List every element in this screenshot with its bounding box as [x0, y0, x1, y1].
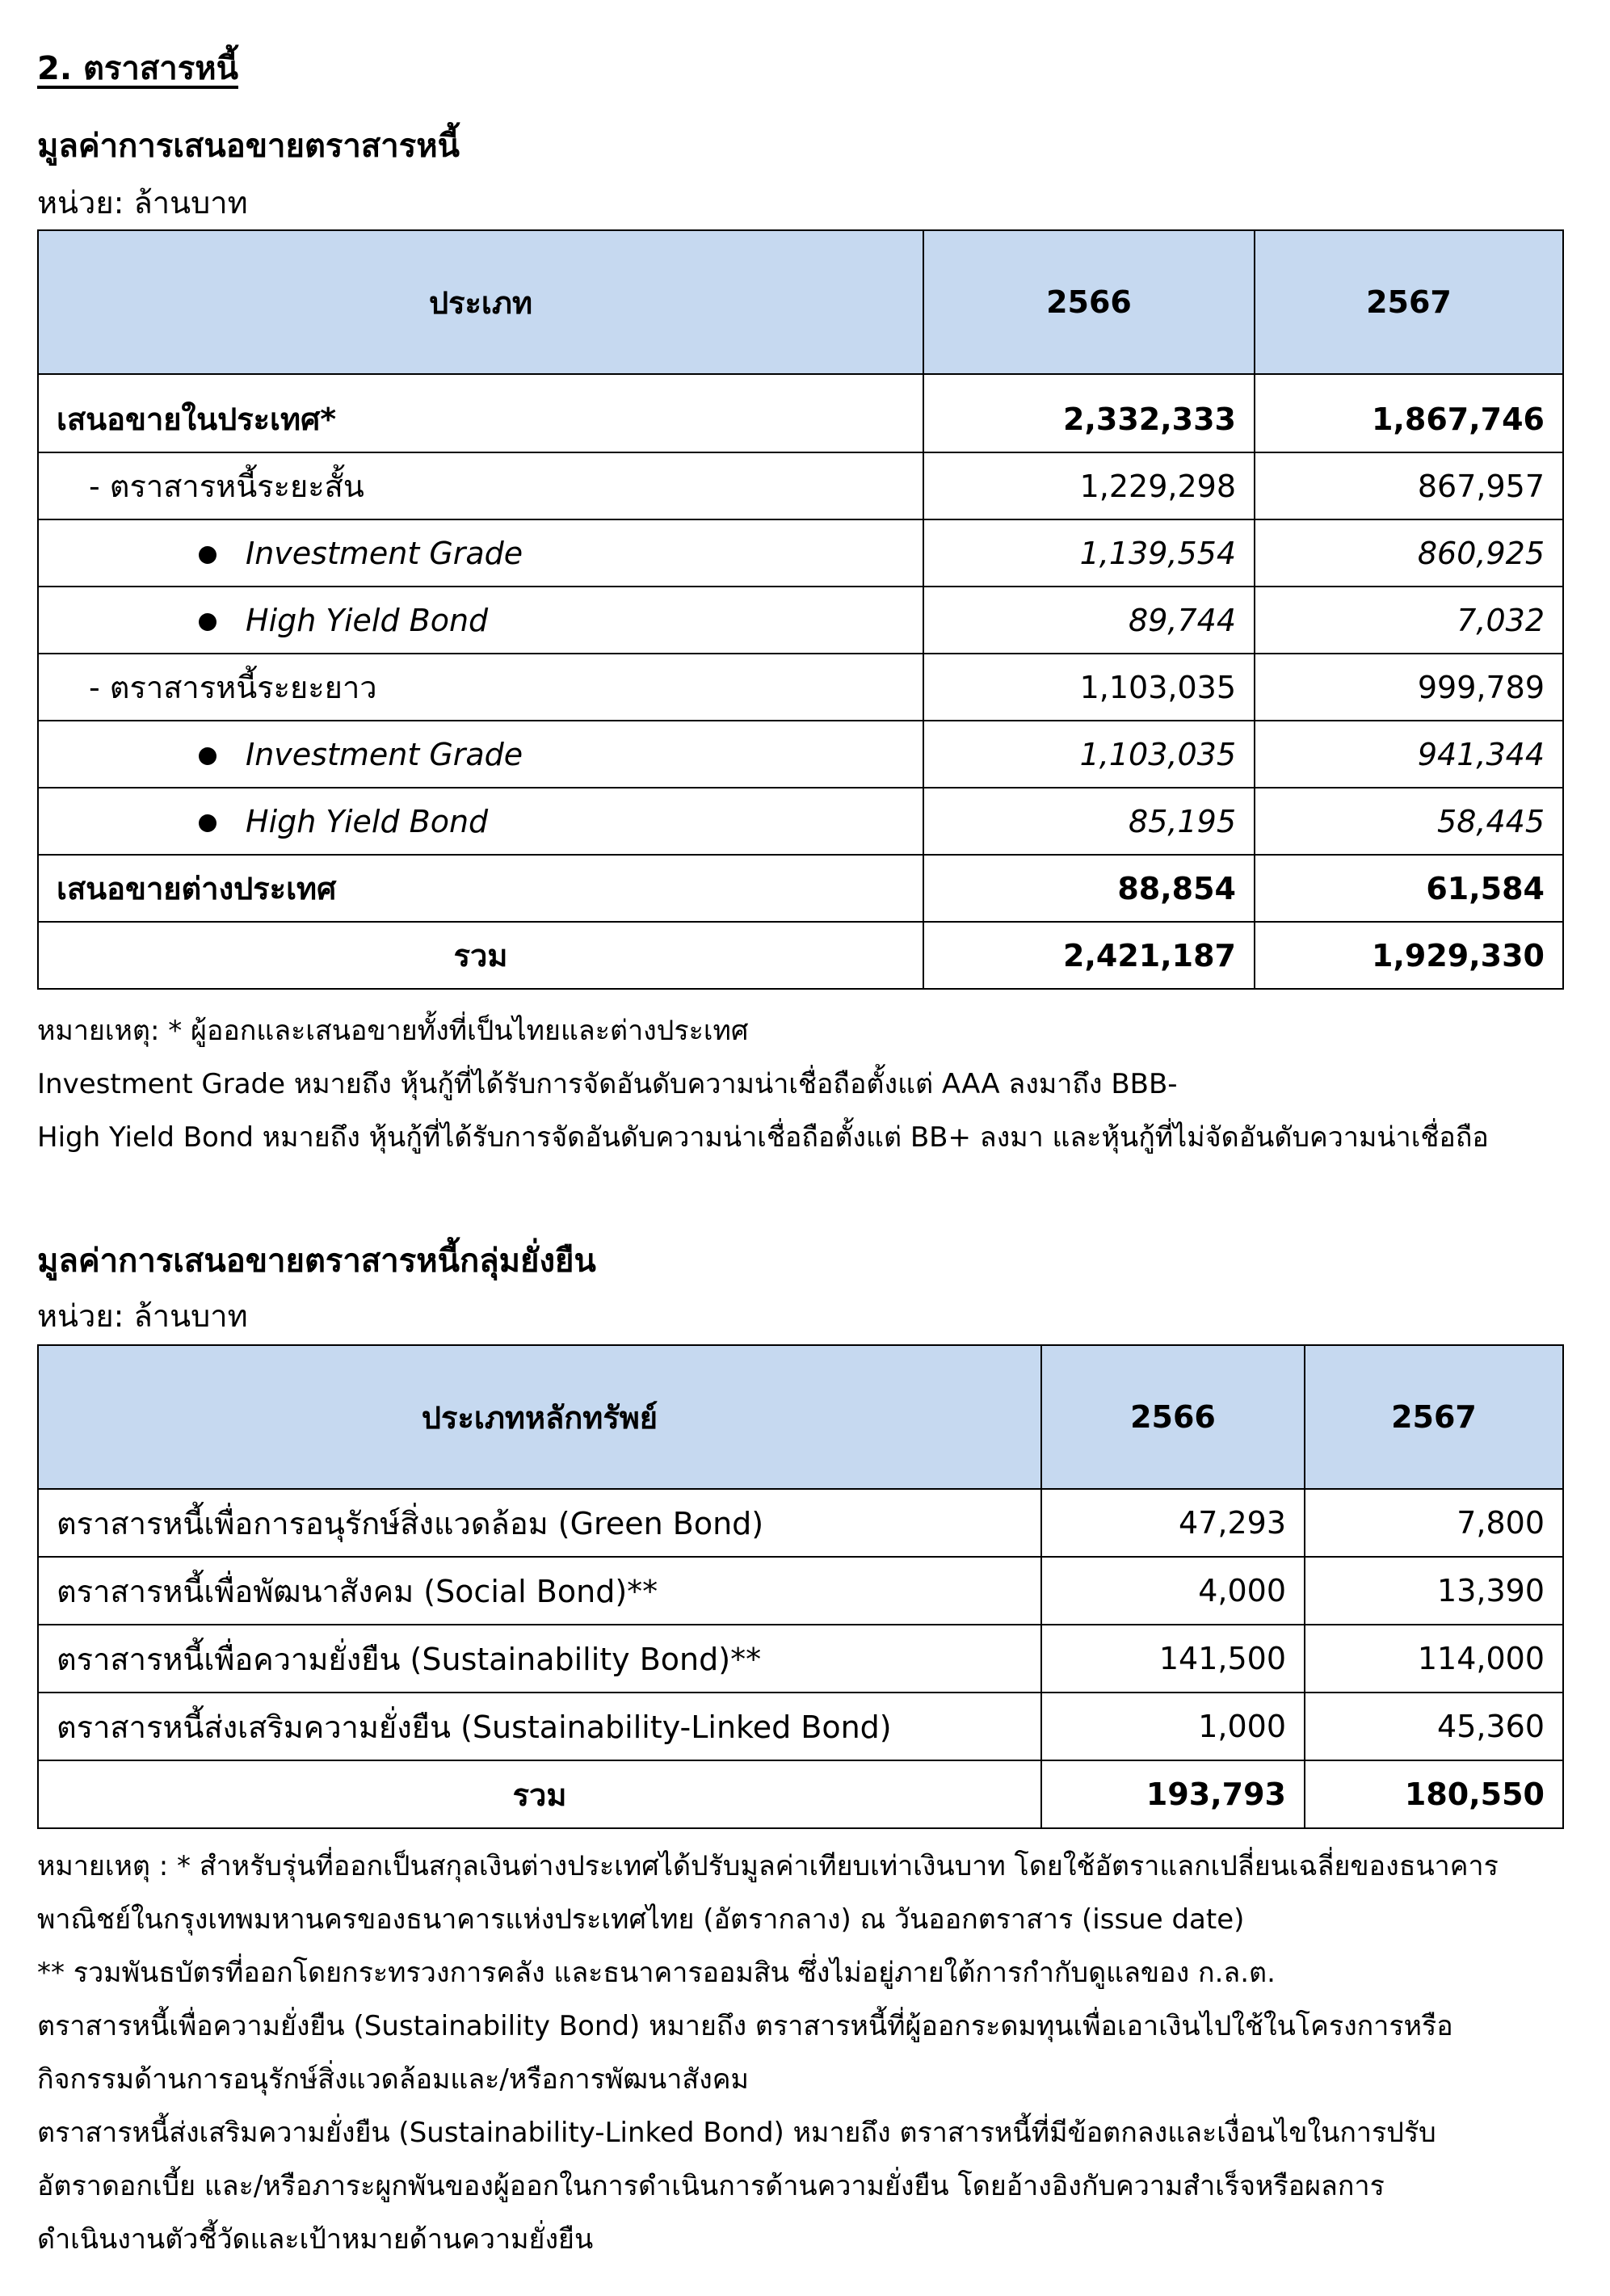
value-2567: 867,957	[1255, 452, 1563, 519]
value-2567: 860,925	[1255, 519, 1563, 587]
header-type: ประเภท	[38, 230, 923, 374]
table-row	[38, 721, 1563, 788]
debt-issuance-table	[37, 229, 1564, 990]
table-row	[38, 654, 1563, 721]
total-row	[38, 1760, 1563, 1828]
value-2566: 1,103,035	[923, 721, 1255, 788]
bullet-icon	[199, 546, 216, 564]
table1-note: Investment Grade หมายถึง หุ้นกู้ที่ได้รับการจัดอันดับความน่าเชื่อถือตั้งแต่ AAA ลงมาถึง BBB-	[37, 1068, 1178, 1100]
row-label: Investment Grade	[246, 736, 523, 772]
value-2567: 180,550	[1305, 1760, 1563, 1828]
sustainable-bond-table	[37, 1344, 1564, 1829]
header-2567: 2567	[1305, 1345, 1563, 1489]
value-2567: 7,800	[1305, 1489, 1563, 1557]
value-2566: 1,000	[1041, 1693, 1305, 1760]
value-2567: 58,445	[1255, 788, 1563, 855]
header-2566: 2566	[1041, 1345, 1305, 1489]
table2-note: อัตราดอกเบี้ย และ/หรือภาระผูกพันของผู้ออกในการดำเนินการด้านความยั่งยืน โดยอ้างอิงกับความสำเร็จหรือผลการ	[37, 2170, 1385, 2202]
table1-unit: หน่วย: ล้านบาท	[37, 185, 248, 221]
value-2566: 89,744	[923, 587, 1255, 654]
value-2566: 193,793	[1041, 1760, 1305, 1828]
table-row	[38, 587, 1563, 654]
value-2567: 999,789	[1255, 654, 1563, 721]
value-2567: 1,867,746	[1255, 374, 1563, 452]
table-row	[38, 374, 1563, 452]
table-header-row	[38, 1345, 1563, 1489]
value-2566: 1,103,035	[923, 654, 1255, 721]
row-label: ตราสารหนี้เพื่อการอนุรักษ์สิ่งแวดล้อม (Green Bond)	[38, 1489, 1041, 1557]
table-row	[38, 519, 1563, 587]
table-row	[38, 1557, 1563, 1625]
table2-note: ตราสารหนี้ส่งเสริมความยั่งยืน (Sustainability-Linked Bond) หมายถึง ตราสารหนี้ที่มีข้อตกลงและเงื่อนไขในการปรับ	[37, 2117, 1436, 2149]
table2-note: ** รวมพันธบัตรที่ออกโดยกระทรวงการคลัง และธนาคารออมสิน ซึ่งไม่อยู่ภายใต้การกำกับดูแลของ ก.ล.ต.	[37, 1957, 1276, 1989]
value-2566: 88,854	[923, 855, 1255, 922]
value-2567: 7,032	[1255, 587, 1563, 654]
row-label: High Yield Bond	[246, 602, 489, 638]
table1-title: มูลค่าการเสนอขายตราสารหนี้	[37, 128, 460, 165]
table2-note: ดำเนินงานตัวชี้วัดและเป้าหมายด้านความยั่งยืน	[37, 2223, 594, 2256]
table-row	[38, 1489, 1563, 1557]
table2-note: หมายเหตุ : * สำหรับรุ่นที่ออกเป็นสกุลเงินต่างประเทศได้ปรับมูลค่าเทียบเท่าเงินบาท โดยใช้อัตราแลกเปลี่ยนเฉลี่ยของธนาคาร	[37, 1850, 1499, 1882]
header-2567: 2567	[1255, 230, 1563, 374]
value-2566: 47,293	[1041, 1489, 1305, 1557]
row-label: ตราสารหนี้เพื่อพัฒนาสังคม (Social Bond)**	[38, 1557, 1041, 1625]
section-title: 2. ตราสารหนี้	[37, 50, 238, 87]
row-label: ตราสารหนี้ส่งเสริมความยั่งยืน (Sustainability-Linked Bond)	[38, 1693, 1041, 1760]
total-row	[38, 922, 1563, 989]
table-row	[38, 452, 1563, 519]
value-2566: 4,000	[1041, 1557, 1305, 1625]
table1-note: High Yield Bond หมายถึง หุ้นกู้ที่ได้รับการจัดอันดับความน่าเชื่อถือตั้งแต่ BB+ ลงมา และหุ้นกู้ที่ไม่จัดอันดับความน่าเชื่อถือ	[37, 1121, 1489, 1154]
bullet-icon	[199, 747, 216, 765]
table-row	[38, 788, 1563, 855]
header-2566: 2566	[923, 230, 1255, 374]
row-label: เสนอขายในประเทศ*	[38, 374, 923, 452]
table-row	[38, 1625, 1563, 1693]
value-2567: 1,929,330	[1255, 922, 1563, 989]
value-2566: 1,139,554	[923, 519, 1255, 587]
value-2567: 114,000	[1305, 1625, 1563, 1693]
row-label: - ตราสารหนี้ระยะสั้น	[89, 469, 364, 504]
row-label: เสนอขายต่างประเทศ	[38, 855, 923, 922]
value-2567: 61,584	[1255, 855, 1563, 922]
table2-note: ตราสารหนี้เพื่อความยั่งยืน (Sustainability Bond) หมายถึง ตราสารหนี้ที่ผู้ออกระดมทุนเพื่อเอาเงินไปใช้ในโครงการหรือ	[37, 2010, 1453, 2042]
value-2567: 13,390	[1305, 1557, 1563, 1625]
row-label: High Yield Bond	[246, 803, 489, 839]
row-label: ตราสารหนี้เพื่อความยั่งยืน (Sustainability Bond)**	[38, 1625, 1041, 1693]
value-2566: 141,500	[1041, 1625, 1305, 1693]
row-label: - ตราสารหนี้ระยะยาว	[89, 670, 377, 705]
value-2566: 1,229,298	[923, 452, 1255, 519]
value-2567: 45,360	[1305, 1693, 1563, 1760]
header-type: ประเภทหลักทรัพย์	[38, 1345, 1041, 1489]
value-2566: 85,195	[923, 788, 1255, 855]
table-row	[38, 1693, 1563, 1760]
table2-note: กิจกรรมด้านการอนุรักษ์สิ่งแวดล้อมและ/หรือการพัฒนาสังคม	[37, 2063, 749, 2096]
row-label: รวม	[38, 1760, 1041, 1828]
table2-note: พาณิชย์ในกรุงเทพมหานครของธนาคารแห่งประเทศไทย (อัตรากลาง) ณ วันออกตราสาร (issue date)	[37, 1903, 1245, 1936]
table-header-row	[38, 230, 1563, 374]
value-2567: 941,344	[1255, 721, 1563, 788]
bullet-icon	[199, 814, 216, 832]
table2-title: มูลค่าการเสนอขายตราสารหนี้กลุ่มยั่งยืน	[37, 1243, 596, 1280]
value-2566: 2,332,333	[923, 374, 1255, 452]
bullet-icon	[199, 613, 216, 631]
row-label: รวม	[38, 922, 923, 989]
table-row	[38, 855, 1563, 922]
table1-note: หมายเหตุ: * ผู้ออกและเสนอขายทั้งที่เป็นไทยและต่างประเทศ	[37, 1015, 749, 1047]
row-label: Investment Grade	[246, 535, 523, 571]
table2-unit: หน่วย: ล้านบาท	[37, 1298, 248, 1334]
value-2566: 2,421,187	[923, 922, 1255, 989]
